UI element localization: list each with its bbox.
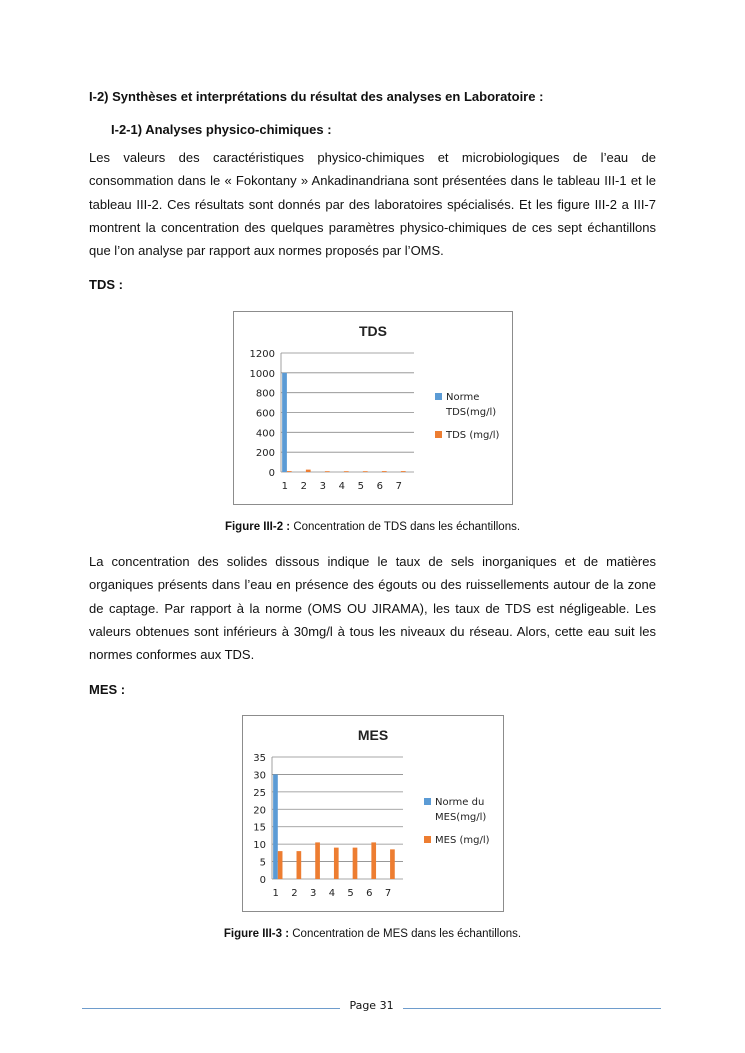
mes-x-tick-label: 4 — [328, 888, 336, 899]
mes-bar-value — [278, 851, 283, 879]
footer-rule-right — [403, 1008, 661, 1009]
mes-y-tick-label: 30 — [253, 770, 266, 782]
mes-y-tick-label: 25 — [253, 787, 266, 799]
mes-caption-text: Concentration de MES dans les échantillons. — [289, 928, 522, 940]
page-number: Page 31 — [349, 999, 394, 1012]
mes-legend-swatch — [424, 836, 431, 843]
mes-bar-value — [390, 849, 395, 879]
mes-bar-value — [334, 848, 339, 879]
tds-legend-label: TDS(mg/l) — [446, 407, 497, 418]
tds-legend-swatch — [435, 431, 442, 438]
mes-y-tick-label: 0 — [259, 875, 266, 886]
mes-legend-swatch — [424, 798, 431, 805]
mes-y-tick-label: 5 — [259, 857, 266, 869]
mes-x-tick-label: 1 — [272, 888, 279, 899]
mes-y-tick-label: 15 — [253, 822, 266, 834]
mes-x-tick-label: 7 — [384, 888, 392, 899]
mes-x-tick-label: 6 — [366, 888, 373, 899]
tds-label: TDS : — [89, 277, 123, 292]
tds-legend-swatch — [435, 393, 442, 400]
mes-legend-label: MES(mg/l) — [435, 812, 487, 823]
mes-legend-label: Norme du — [435, 797, 485, 808]
tds-legend-label: TDS (mg/l) — [446, 430, 500, 441]
tds-bar-value — [382, 471, 387, 472]
mes-bar-value — [297, 851, 302, 879]
mes-y-tick-label: 20 — [253, 805, 266, 817]
mes-chart-title: MES — [357, 727, 389, 743]
mes-y-tick-label: 35 — [253, 753, 266, 764]
section-title: I-2) Synthèses et interprétations du résultat des analyses en Laboratoire : — [89, 89, 544, 104]
mes-bar-value — [353, 848, 358, 879]
tds-y-tick-label: 0 — [268, 468, 275, 479]
tds-bar-value — [344, 471, 349, 472]
tds-legend-label: Norme — [446, 392, 480, 403]
tds-bar-value — [287, 471, 292, 472]
tds-x-tick-label: 2 — [300, 481, 307, 492]
tds-x-tick-label: 7 — [395, 481, 402, 492]
tds-y-tick-label: 1000 — [249, 368, 275, 380]
tds-bar-value — [401, 471, 406, 472]
mes-x-tick-label: 3 — [309, 888, 317, 899]
mes-y-tick-label: 10 — [253, 840, 266, 852]
tds-y-tick-label: 400 — [255, 428, 275, 440]
mes-chart — [242, 715, 504, 912]
mes-caption-prefix: Figure III-3 : — [223, 928, 290, 940]
mes-bar-value — [371, 842, 376, 879]
intro-paragraph: Les valeurs des caractéristiques physico-chimiques et microbiologiques de l’eau de consommation dans le « Fokontany » Ankadinandriana sont présentées dans le tableau III-1 et le tableau III-2. Ces résultats sont donnés par des laboratoires spécialisés. Et les figure III-2 a III-7 montrent la concentration des quelques paramètres physico-chimiques de ces sept échantillons que l’on analyse par rapport aux normes proposés par l’OMS. — [89, 150, 656, 259]
tds-x-tick-label: 1 — [281, 481, 288, 492]
tds-bar-value — [306, 470, 311, 472]
tds-chart-svg — [234, 312, 512, 504]
mes-bar-value — [315, 842, 320, 879]
tds-bar-norme — [282, 373, 287, 472]
mes-legend-label: MES (mg/l) — [435, 835, 490, 846]
tds-bar-value — [325, 471, 330, 472]
tds-x-tick-label: 3 — [319, 481, 326, 492]
mes-x-tick-label: 5 — [347, 888, 354, 899]
mes-bar-norme — [273, 774, 278, 879]
tds-caption-text: Concentration de TDS dans les échantillons. — [290, 521, 521, 533]
subsection-title: I-2-1) Analyses physico-chimiques : — [111, 122, 332, 137]
tds-y-tick-label: 200 — [255, 448, 275, 460]
mes-figure-caption — [0, 928, 745, 940]
tds-x-tick-label: 6 — [376, 481, 383, 492]
tds-paragraph: La concentration des solides dissous indique le taux de sels inorganiques et de matières organiques présents dans l’eau en présence des égouts ou des ruissellements autour de la zone de captage. Par rapport à la norme (OMS OU JIRAMA), les taux de TDS est négligeable. Les valeurs obtenues sont inférieurs à 30mg/l à tous les niveaux du réseau. Alors, cette eau suit les normes conformes aux TDS. — [89, 554, 656, 663]
tds-x-tick-label: 4 — [338, 481, 345, 492]
tds-y-tick-label: 800 — [255, 388, 275, 400]
footer-rule-left — [82, 1008, 340, 1009]
tds-y-tick-label: 600 — [255, 408, 275, 420]
tds-chart — [233, 311, 513, 505]
tds-chart-title: TDS — [359, 323, 387, 339]
tds-y-tick-label: 1200 — [249, 349, 275, 360]
mes-chart-svg — [243, 716, 503, 911]
mes-label: MES : — [89, 682, 126, 697]
tds-bar-value — [363, 471, 368, 472]
tds-x-tick-label: 5 — [357, 481, 364, 492]
tds-figure-caption — [0, 521, 745, 533]
mes-x-tick-label: 2 — [291, 888, 298, 899]
tds-caption-prefix: Figure III-2 : — [224, 521, 291, 533]
